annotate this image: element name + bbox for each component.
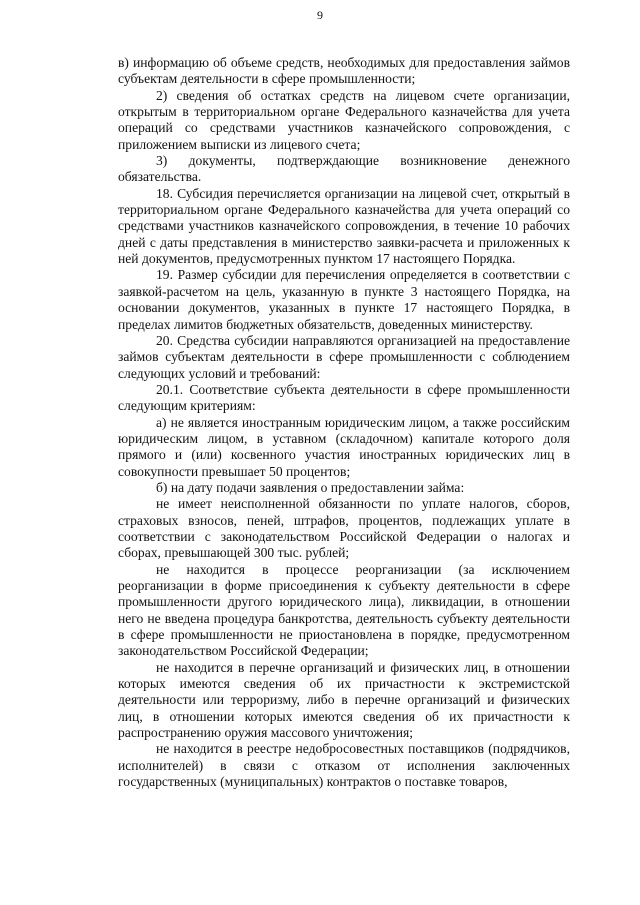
- paragraph-reorganization: не находится в процессе реорганизации (за исключением реорганизации в форме присоединения к субъекту деятельности в сфере промышленности другого юридического лица), ликвидации, в отношении него не введена процедура банкротства, деятельность субъекту деятельности в сфере промышленности не приостановлена в порядке, предусмотренном законодательством Российской Федерации;: [118, 561, 570, 659]
- paragraph-criterion-b: б) на дату подачи заявления о предоставлении займа:: [156, 479, 465, 495]
- paragraph-criterion-a: а) не является иностранным юридическим лицом, а также российским юридическим лицом, в уставном (складочном) капитале которого доля прямого и (или) косвенного участия иностранных юридических лиц в совокупности превышает 50 процентов;: [118, 414, 570, 479]
- page-number: 9: [317, 8, 323, 22]
- paragraph-extremism-list: не находится в перечне организаций и физических лиц, в отношении которых имеются сведения об их причастности к экстремистской деятельности или терроризму, либо в перечне организаций и физических лиц, в отношении которых имеются сведения об их причастности к распространению оружия массового уничтожения;: [118, 659, 570, 741]
- paragraph-clause-18: 18. Субсидия перечисляется организации на лицевой счет, открытый в территориальном органе Федерального казначейства для учета операций со средствами участников казначейского сопровождения, в течение 10 рабочих дней с даты представления в министерство заявки-расчета и приложенных к ней документов, предусмотренных пунктом 17 настоящего Порядка.: [118, 185, 570, 267]
- paragraph-item-v: в) информацию об объеме средств, необходимых для предоставления займов субъектам деятельности в сфере промышленности;: [118, 55, 570, 87]
- paragraph-clause-19: 19. Размер субсидии для перечисления определяется в соответствии с заявкой-расчетом на цель, указанную в пункте 3 настоящего Порядка, на основании документов, указанных в пункте 17 настоящего Порядка, в пределах лимитов бюджетных обязательств, доведенных министерству.: [118, 267, 570, 332]
- paragraph-item-2: 2) сведения об остатках средств на лицевом счете организации, открытым в территориальном органе Федерального казначейства для учета операций со средствами участников казначейского сопровождения, с приложением выписки из лицевого счета;: [118, 87, 570, 152]
- paragraph-item-3: 3) документы, подтверждающие возникновение денежного обязательства.: [118, 153, 570, 185]
- paragraph-taxes: не имеет неисполненной обязанности по уплате налогов, сборов, страховых взносов, пеней, штрафов, процентов, подлежащих уплате в соответствии с законодательством Российской Федерации о налогах и сборах, превышающей 300 тыс. рублей;: [118, 496, 570, 561]
- document-body: [118, 55, 570, 790]
- paragraph-unreliable-suppliers: не находится в реестре недобросовестных поставщиков (подрядчиков, исполнителей) в связи с отказом от исполнения заключенных государственных (муниципальных) контрактов о поставке товаров,: [118, 741, 570, 790]
- paragraph-clause-20: 20. Средства субсидии направляются организацией на предоставление займов субъектам деятельности в сфере промышленности с соблюдением следующих условий и требований:: [118, 332, 570, 381]
- paragraph-clause-20-1: 20.1. Соответствие субъекта деятельности в сфере промышленности следующим критериям:: [118, 381, 570, 414]
